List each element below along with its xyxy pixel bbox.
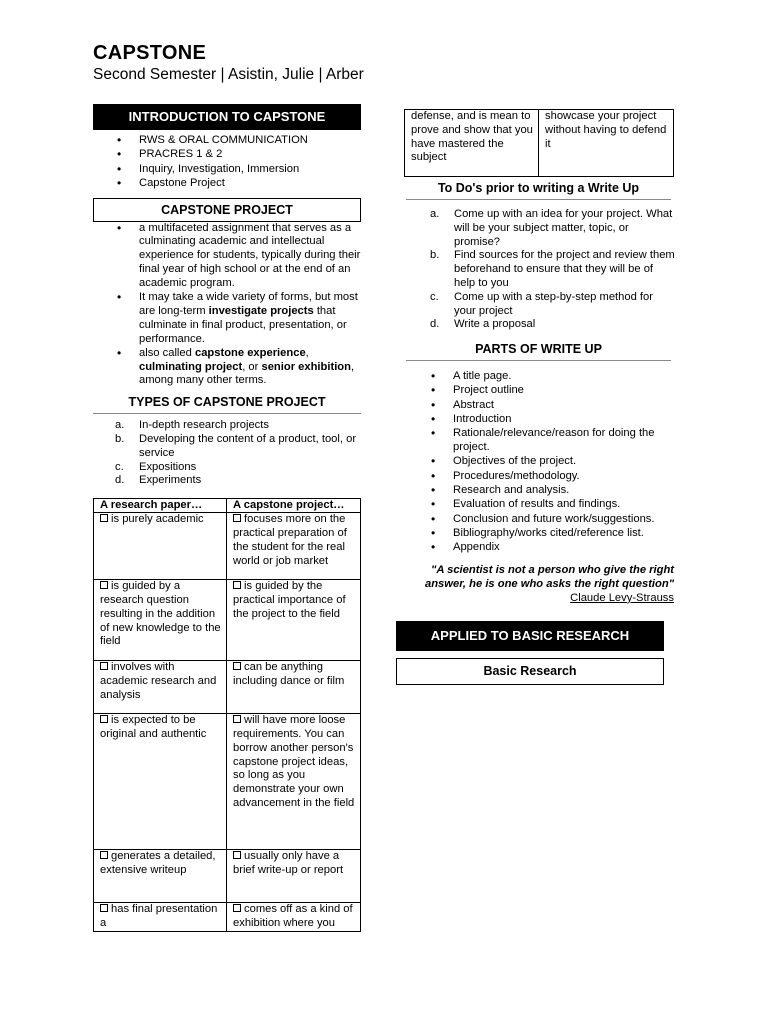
list-item: • Procedures/methodology. xyxy=(429,470,676,484)
checkbox-icon xyxy=(233,904,241,912)
list-item: • Project outline xyxy=(429,384,676,398)
list-item: • Objectives of the project. xyxy=(429,455,676,469)
list-item: d. Experiments xyxy=(115,474,202,487)
checkbox-icon xyxy=(233,581,241,589)
table-row: generates a detailed, extensive writeup usually only have a brief write-up or report xyxy=(94,850,361,903)
list-item: • Introduction xyxy=(429,413,676,427)
list-item: a. Come up with an idea for your project. What will be your subject matter, topic, or promise? xyxy=(430,208,673,248)
types-list xyxy=(93,419,361,488)
column-header: A capstone project… xyxy=(227,499,361,513)
list-item: • Capstone Project xyxy=(115,177,361,191)
table-row: defense, and is mean to prove and show that you have mastered the subject showcase your project without having to defend it xyxy=(405,110,674,177)
table-row: has final presentation a comes off as a kind of exhibition where you xyxy=(94,903,361,932)
table-header-row xyxy=(94,499,361,513)
list-item: • Rationale/relevance/reason for doing the project. xyxy=(429,427,676,455)
table-row: involves with academic research and analysis can be anything including dance or film xyxy=(94,661,361,714)
quote-text: "A scientist is not a person who give the right answer, he is one who asks the right question" xyxy=(425,564,674,590)
list-item: • Bibliography/works cited/reference list. xyxy=(429,527,676,541)
checkbox-icon xyxy=(100,715,108,723)
column-header: A research paper… xyxy=(94,499,227,513)
list-item: • A title page. xyxy=(429,370,676,384)
capstone-project-list xyxy=(93,222,361,389)
applied-heading: APPLIED TO BASIC RESEARCH xyxy=(396,621,664,651)
document-subtitle: Second Semester | Asistin, Julie | Arber xyxy=(93,66,364,83)
list-item: c. Expositions xyxy=(115,460,197,473)
checkbox-icon xyxy=(100,514,108,522)
list-item: • Inquiry, Investigation, Immersion xyxy=(115,163,361,177)
left-column xyxy=(93,104,361,932)
checkbox-icon xyxy=(100,904,108,912)
list-item: • Evaluation of results and findings. xyxy=(429,498,676,512)
checkbox-icon xyxy=(100,662,108,670)
right-column xyxy=(396,104,676,685)
list-item: b. Developing the content of a product, tool, or service xyxy=(115,433,357,459)
quote-author: Claude Levy-Strauss xyxy=(570,591,674,604)
basic-research-box: Basic Research xyxy=(396,658,664,685)
list-item: • Abstract xyxy=(429,399,676,413)
checkbox-icon xyxy=(100,851,108,859)
capstone-project-heading: CAPSTONE PROJECT xyxy=(93,198,361,222)
list-item: • It may take a wide variety of forms, but most are long-term investigate projects that culminate in final product, presentation, or performance. xyxy=(115,291,361,346)
checkbox-icon xyxy=(233,514,241,522)
list-item: b. Find sources for the project and review them beforehand to ensure that they will be of help to you xyxy=(430,249,675,289)
document-title: CAPSTONE xyxy=(93,42,207,64)
table-row: is expected to be original and authentic will have more loose requirements. You can borrow another person's capstone project ideas, so long as you demonstrate your own advancement in the field xyxy=(94,714,361,850)
types-heading: TYPES OF CAPSTONE PROJECT xyxy=(93,394,361,414)
list-item: • a multifaceted assignment that serves as a culminating academic and intellectual experience for students, typically during their final year of high school or at the end of an academic program. xyxy=(115,222,361,291)
todos-list xyxy=(396,208,676,332)
comparison-table xyxy=(93,498,361,932)
list-item: • also called capstone experience, culminating project, or senior exhibition, among many other terms. xyxy=(115,347,361,388)
table-row: is guided by a research question resulting in the addition of new knowledge to the field is guided by the practical importance of the project to the field xyxy=(94,580,361,661)
list-item: • RWS & ORAL COMMUNICATION xyxy=(115,134,361,148)
list-item: • Research and analysis. xyxy=(429,484,676,498)
parts-heading: PARTS OF WRITE UP xyxy=(406,341,671,361)
checkbox-icon xyxy=(233,715,241,723)
table-row: is purely academic focuses more on the practical preparation of the student for the real world or job market xyxy=(94,513,361,580)
list-item: a. In-depth research projects xyxy=(115,419,269,432)
list-item: • PRACRES 1 & 2 xyxy=(115,148,361,162)
comparison-table-continued xyxy=(404,109,674,177)
list-item: • Appendix xyxy=(429,541,676,555)
checkbox-icon xyxy=(233,662,241,670)
todos-heading: To Do's prior to writing a Write Up xyxy=(406,180,671,200)
intro-heading: INTRODUCTION TO CAPSTONE xyxy=(93,104,361,130)
parts-list xyxy=(396,370,676,555)
list-item: c. Come up with a step-by-step method for your project xyxy=(430,290,653,317)
list-item: d. Write a proposal xyxy=(430,318,536,331)
list-item: • Conclusion and future work/suggestions. xyxy=(429,513,676,527)
intro-list xyxy=(93,134,361,191)
checkbox-icon xyxy=(233,851,241,859)
checkbox-icon xyxy=(100,581,108,589)
